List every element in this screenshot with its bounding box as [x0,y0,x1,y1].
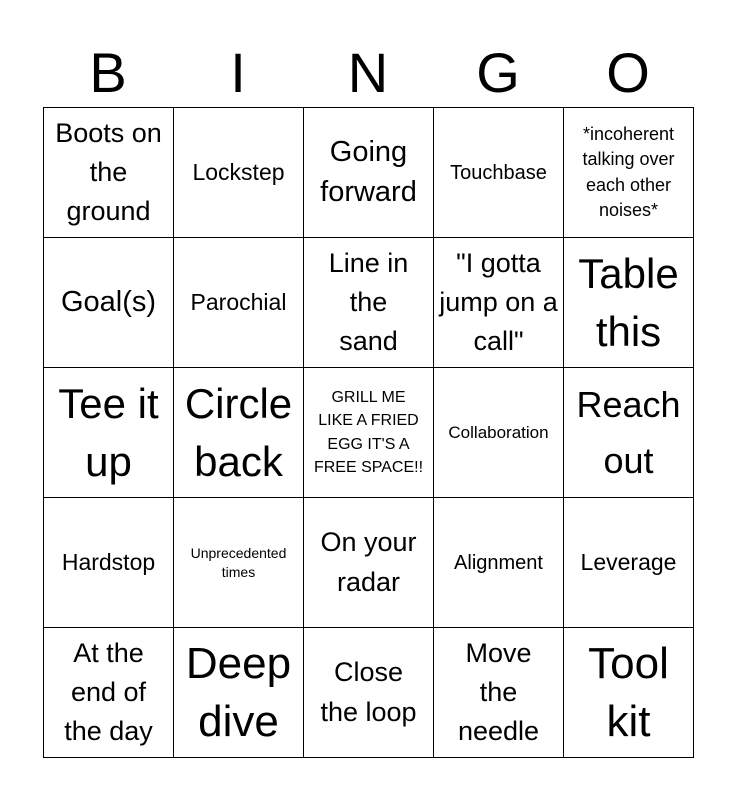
bingo-header [43,38,693,108]
cell-label: Reach out [576,383,681,481]
bingo-cell[interactable] [564,238,694,368]
header-letter-o: O [606,41,650,104]
cell-label: Alignment [454,551,543,574]
cell-label: "I gotta jump on a call" [439,247,558,357]
bingo-cell[interactable] [174,368,304,498]
cell-label: At the end of the day [64,637,153,747]
bingo-cell[interactable] [434,498,564,628]
cell-label: Lockstep [192,158,285,185]
bingo-cell[interactable] [44,108,174,238]
bingo-cell[interactable] [564,498,694,628]
cell-label: *incoherent talking over each other noises* [582,124,675,220]
cell-label: Unprecedented times [190,544,287,580]
cell-label: On your radar [320,527,417,597]
bingo-cell[interactable] [44,238,174,368]
header-letter-i: I [230,41,246,104]
cell-label: Tool kit [588,639,669,746]
free-space-label: GRILL ME LIKE A FRIED EGG IT'S A FREE SPACE!! [313,389,424,476]
cell-label: Table this [578,249,679,355]
cell-label: Circle back [184,379,293,485]
cell-label: Deep dive [185,639,292,746]
bingo-cell[interactable] [174,238,304,368]
bingo-cell[interactable] [304,238,434,368]
bingo-cell[interactable] [44,498,174,628]
bingo-cell[interactable] [44,368,174,498]
cell-label: Close the loop [320,657,417,727]
cell-label: Boots on the ground [55,117,162,227]
cell-label: Touchbase [450,161,547,184]
cell-label: Tee it up [58,379,159,485]
cell-label: Goal(s) [60,285,157,318]
bingo-cell[interactable] [174,628,304,758]
bingo-cell[interactable] [564,368,694,498]
cell-label: Hardstop [61,548,156,575]
free-space-cell[interactable] [304,368,434,498]
bingo-cell[interactable] [304,628,434,758]
bingo-cell[interactable] [564,108,694,238]
cell-label: Line in the sand [328,247,409,357]
bingo-cell[interactable] [304,498,434,628]
header-letter-b: B [89,41,127,104]
bingo-cell[interactable] [434,238,564,368]
cell-label: Collaboration [448,422,549,442]
bingo-cell[interactable] [174,108,304,238]
bingo-cell[interactable] [434,628,564,758]
header-letter-g: G [476,41,520,104]
bingo-cell[interactable] [304,108,434,238]
bingo-cell[interactable] [434,108,564,238]
cell-label: Move the needle [457,637,540,747]
header-letter-n: N [347,41,389,104]
bingo-cell[interactable] [174,498,304,628]
bingo-board [43,107,694,758]
cell-label: Parochial [190,288,287,315]
bingo-cell[interactable] [564,628,694,758]
bingo-cell[interactable] [44,628,174,758]
cell-label: Going forward [320,136,417,208]
cell-label: Leverage [580,548,677,575]
bingo-cell[interactable] [434,368,564,498]
